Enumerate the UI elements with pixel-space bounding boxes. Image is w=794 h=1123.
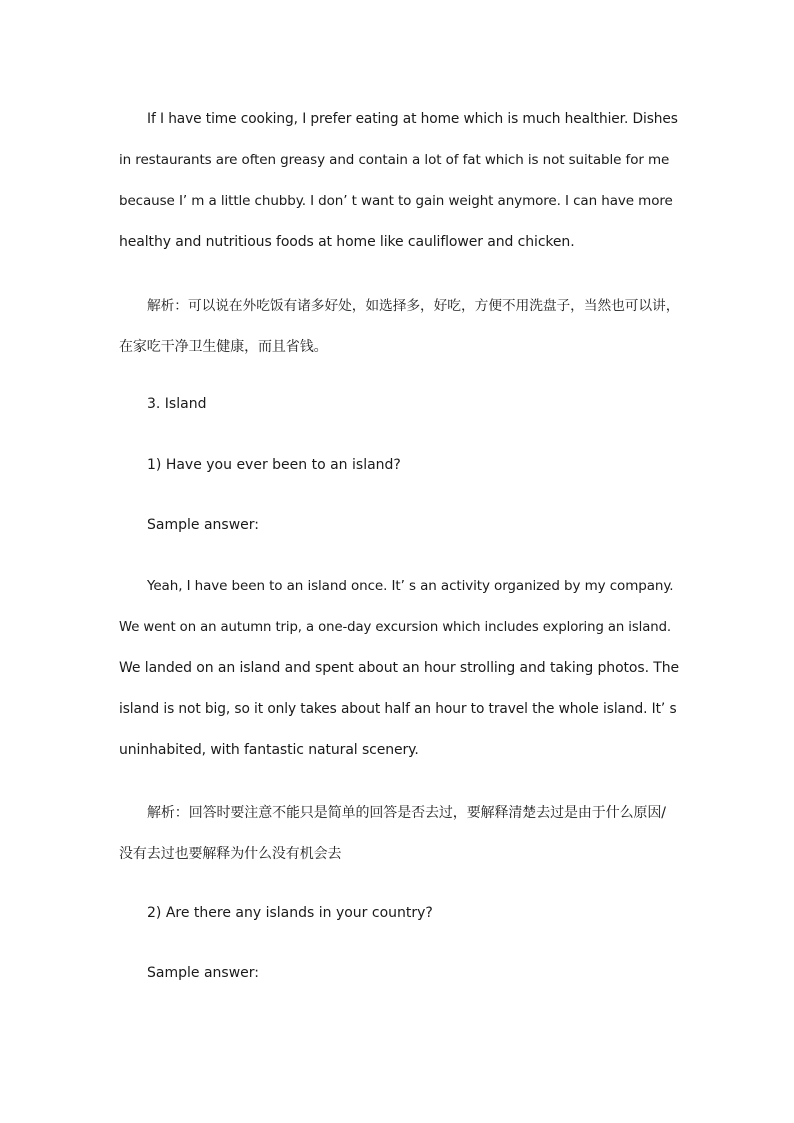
analysis-paragraph-1	[119, 286, 679, 368]
answer-paragraph-island	[119, 566, 679, 771]
text-line: 解析：回答时要注意不能只是简单的回答是否去过，要解释清楚去过是由于什么原因/	[147, 805, 666, 821]
text-line: If I have time cooking, I prefer eating at home which is much healthier. Dishes	[147, 111, 678, 127]
text-line: island is not big, so it only takes about half an hour to travel the whole island. It’ s	[119, 701, 677, 717]
text-line: 没有去过也要解释为什么没有机会去	[119, 846, 342, 862]
answer-paragraph-eating-home	[119, 99, 679, 263]
text-line: healthy and nutritious foods at home like cauliflower and chicken.	[119, 234, 575, 250]
analysis-paragraph-2	[119, 793, 679, 875]
text-line: in restaurants are often greasy and contain a lot of fat which is not suitable for me	[119, 152, 670, 168]
question-2: 2) Are there any islands in your country?	[147, 905, 433, 921]
text-line: We went on an autumn trip, a one-day excursion which includes exploring an island.	[119, 620, 671, 635]
question-1: 1) Have you ever been to an island?	[147, 457, 401, 473]
section-heading: 3. Island	[147, 396, 207, 412]
text-line: because I’ m a little chubby. I don’ t want to gain weight anymore. I can have more	[119, 193, 673, 209]
text-line: 解析：可以说在外吃饭有诸多好处，如选择多，好吃，方便不用洗盘子，当然也可以讲，	[147, 298, 680, 314]
text-line: uninhabited, with fantastic natural scenery.	[119, 742, 419, 758]
sample-answer-label: Sample answer:	[147, 517, 259, 533]
text-line: We landed on an island and spent about an hour strolling and taking photos. The	[119, 660, 680, 676]
sample-answer-label: Sample answer:	[147, 965, 259, 981]
text-line: Yeah, I have been to an island once. It’ s an activity organized by my company.	[147, 578, 674, 594]
text-line: 在家吃干净卫生健康，而且省钱。	[119, 339, 328, 355]
